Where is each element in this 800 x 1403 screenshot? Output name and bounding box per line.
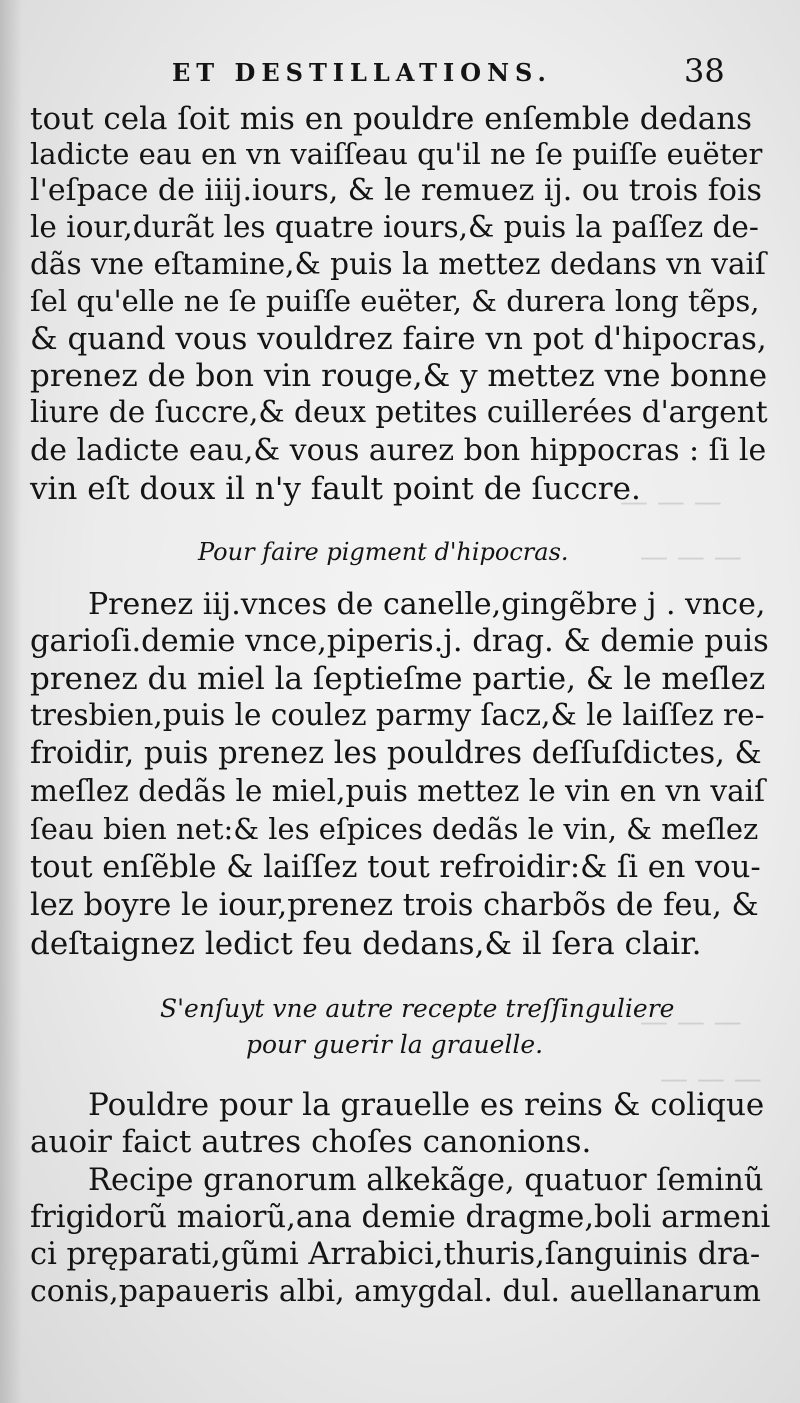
text-line: tout cela ſoit mis en pouldre enſemble dedans [30, 101, 753, 137]
text-line: meſlez dedãs le miel,puis mettez le vin en vn vaiſ [30, 774, 766, 808]
text-line: deſtaignez ledict feu dedans,& il ſera clair. [30, 926, 702, 962]
text-line: ſeau bien net:& les eſpices dedãs le vin, & meſlez [30, 812, 759, 846]
running-title: ET DESTILLATIONS. [172, 58, 552, 87]
page-number: 38 [684, 52, 725, 90]
text-line: le iour,durãt les quatre iours,& puis la paſſez de- [30, 210, 759, 244]
text-line: tout enſẽble & laiſſez tout refroidir:& ſi en vou- [30, 850, 761, 885]
text-line: de ladicte eau,& vous aurez bon hippocras : ſi le [30, 433, 767, 468]
recipe-heading: S'enſuyt vne autre recepte treſſinguliere [160, 994, 675, 1023]
show-through-mark: — — — [640, 1005, 742, 1038]
text-line: l'eſpace de iiij.iours, & le remuez ij. ou trois fois [30, 173, 762, 208]
recipe-heading: pour guerir la grauelle. [246, 1030, 544, 1059]
text-line: ci pręparati,gũmi Arrabici,thuris,ſanguinis dra- [30, 1237, 761, 1272]
text-line: prenez de bon vin rouge,& y mettez vne bonne [30, 358, 768, 394]
text-line: tresbien,puis le coulez parmy ſacz,& le laiſſez re- [30, 698, 765, 732]
text-line: conis,papaueris albi, amygdal. dul. auellanarum [30, 1274, 761, 1309]
page-gutter-shadow [0, 0, 22, 1403]
text-line: & quand vous vouldrez faire vn pot d'hipocras, [30, 321, 767, 357]
text-line: ladicte eau en vn vaiſſeau qu'il ne ſe puiſſe euëter [30, 137, 763, 171]
text-line: Pouldre pour la grauelle es reins & colique [88, 1087, 765, 1123]
text-line: dãs vne eſtamine,& puis la mettez dedans vn vaiſ [30, 247, 766, 281]
text-line: liure de ſuccre,& deux petites cuillerées d'argent [30, 395, 768, 429]
show-through-mark: — — — [660, 1062, 762, 1095]
show-through-mark: — — — [640, 540, 742, 573]
text-line: Prenez iij.vnces de canelle,gingẽbre j . vnce, [88, 587, 766, 622]
text-line: frigidorũ maiorũ,ana demie dragme,boli armeni [30, 1200, 771, 1235]
show-through-mark: — — — [620, 485, 722, 518]
recipe-heading: Pour faire pigment d'hipocras. [198, 538, 569, 566]
text-line: auoir faict autres choſes canonions. [30, 1124, 592, 1160]
text-line: froidir, puis prenez les pouldres deſſuſdictes, & [30, 736, 762, 771]
text-line: lez boyre le iour,prenez trois charbõs de feu, & [30, 888, 759, 923]
text-line: prenez du miel la ſeptieſme partie, & le meſlez [30, 661, 766, 697]
text-line: vin eſt doux il n'y fault point de ſuccre. [30, 471, 641, 507]
text-line: garioſi.demie vnce,piperis.j. drag. & demie puis [30, 624, 769, 659]
text-line: ſel qu'elle ne ſe puiſſe euëter, & durera long tẽps, [30, 284, 760, 318]
text-line: Recipe granorum alkekãge, quatuor ſeminũ [88, 1163, 764, 1198]
